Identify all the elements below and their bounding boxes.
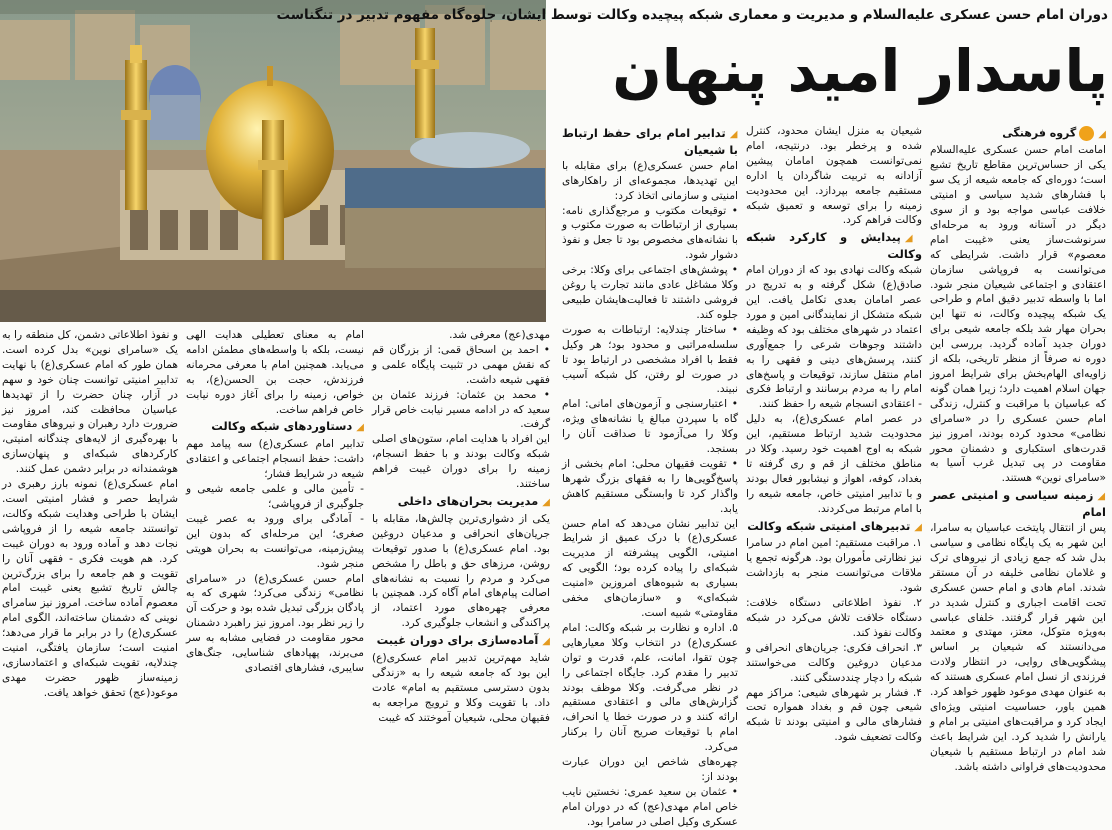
- article-column-4: مهدی(عج) معرفی شد. • احمد بن اسحاق قمی: از بزرگان قم که نقش مهمی در تثبیت پایگاه علمی و فقهی شیعه داشت. • محمد بن عثمان: فرزند عثمان بن سعید که در ادامه مسیر نیابت خاص قرار گرفت. این افراد با هدایت امام، ستون‌های اصلی شبکه وکالت بودند و با حفظ انسجام، زمینه را برای دوران غیبت فراهم ساختند. ◢ مدیریت بحران‌های داخلی یکی از دشواری‌ترین چالش‌ها، مقابله با جریان‌های انحرافی و مدعیان دروغین بود. امام عسکری(ع) با صدور توقیعات روشن، مرزهای حق و باطل را مشخص می‌کرد و مردم را نسبت به نشانه‌های اصالت پیام‌های امام آگاه کرد. همچنین با معرفی چهره‌های مورد اعتماد، از پراکندگی و انشعاب جلوگیری کرد. ◢ آماده‌سازی برای دوران غیبت شاید مهم‌ترین تدبیر امام عسکری(ع) این بود که جامعه شیعه را به «زندگی بدون دسترسی مستقیم به امام» عادت داد. با تقویت وکلا و ترویج مراجعه به فقیهان محلی، شیعیان آموختند که غیبت: [372, 328, 550, 656]
- article-column-5: امام به معنای تعطیلی هدایت الهی نیست، بلکه با واسطه‌های مطمئن ادامه می‌یابد. همچنین امام با معرفی محرمانه فرزندش، حجت بن الحسن(ع)، به خواص، زمینه را برای آغاز دوره نیابت خاص فراهم ساخت. ◢ دستاوردهای شبکه وکالت تدابیر امام عسکری(ع) سه پیامد مهم داشت: حفظ انسجام اجتماعی و اعتقادی شیعه در شرایط فشار؛ - تأمین مالی و علمی جامعه شیعی و جلوگیری از فروپاشی؛ - آمادگی برای ورود به عصر غیبت صغری؛ این مرحله‌ای که بدون این پیش‌زمینه، می‌توانست به بحران هویتی منجر شود. امام حسن عسکری(ع) در «سامرای نظامی» زندگی می‌کرد؛ شهری که به پادگان بزرگی تبدیل شده بود و حرکت آن را زیر نظر بود. امروز نیز راهبرد دشمنان محور مقاومت در فضایی مشابه به سر می‌برند، پهپادهای شناسایی، جنگ‌های سایبری، فشارهای اقتصادی: [186, 328, 364, 656]
- shrine-photo: [0, 0, 546, 322]
- newspaper-logo-icon: [1079, 126, 1094, 141]
- article-column-2: شیعیان به منزل ایشان محدود، کنترل شده و پرخطر بود. درنتیجه، امام نمی‌توانست همچون امامان پیشین آزادانه به تربیت شاگردان یا اداره مستقیم جامعه بپردازد. این محدودیت زمینه را برای توسعه و تعمیق شبکه وکالت فراهم کرد. ◢ پیدایش و کارکرد شبکه وکالت شبکه وکالت نهادی بود که از دوران امام صادق(ع) شکل گرفته و به تدریج در عصر امامان بعدی تکامل یافت. این شبکه متشکل از نمایندگانی امین و مورد اعتماد در شهرهای مختلف بود که وظیفه داشتند وجوهات شرعی را جمع‌آوری کنند، پرسش‌های دینی و فقهی را به امام منتقل سازند، توقیعات و پاسخ‌های امام را به مردم برسانند و ارتباط فکری - اعتقادی انسجام شیعه را حفظ کنند. در عصر امام عسکری(ع)، به دلیل محدودیت شدید ارتباط مستقیم، این شبکه به اوج اهمیت خود رسید. وکلا در مناطق مختلف از قم و ری گرفته تا بغداد، کوفه، اهواز و نیشابور فعال بودند و با تدابیر امنیتی خاص، جامعه شیعه را با امام مرتبط می‌کردند. ◢ تدبیرهای امنیتی شبکه وکالت ۱. مراقبت مستقیم: امین امام در سامرا نیز نظارتی مأموران بود. هرگونه تجمع یا ملاقات می‌توانست منجر به بازداشت شود. ۲. نفوذ اطلاعاتی دستگاه خلافت: دستگاه خلافت تلاش می‌کرد در شبکه وکالت نفوذ کند. ۳. انحراف فکری: جریان‌های انحرافی و مدعیان دروغین وکالت می‌خواستند شبکه را دچار چنددستگی کنند. ۴. فشار بر شهرهای شیعی: مراکز مهم شیعی چون قم و بغداد همواره تحت فشارهای مالی و امنیتی بودند تا شبکه وکالت تضعیف شود.: [746, 124, 922, 656]
- article-column-6: و نفوذ اطلاعاتی دشمن، کل منطقه را به یک «سامرای نوین» بدل کرده است. همان طور که امام عسکری(ع) با نهایت تدابیر امنیتی توانست چنان خود و سهم در آزار، چنان حضرت را از تهدیدها عباسیان محافظت کند، امروز نیز ضرورت دارد رهبران و نیروهای مقاومت با بهره‌گیری از لایه‌های چندگانه امنیتی، کارکردهای شبکه‌ای و پنهان‌سازی هوشمندانه در برابر دشمن عمل کنند. امام عسکری(ع) نمونه بارز رهبری در شرایط حصر و فشار امنیتی است. ایشان با طراحی وهدایت شبکه وکالت، توانستند جامعه شیعه را از فروپاشی نجات دهد و آماده ورود به دوران غیبت کرد. هم هویت فکری - فقهی آنان را تقویت و هم جامعه را برای بزرگ‌ترین چالش تاریخ تشیع یعنی غیبت امام معصوم آماده ساخت. امروز نیز سامرای نوینی که دشمنان ساخته‌اند، الگوی امام عسکری(ع) را در برابر ما قرار می‌دهد؛ امنیت است؛ سازمان یافتگی، امنیت چندلایه، تقویت شبکه‌ای و اعتمادسازی، زمینه‌ساز ظهور حضرت مهدی موعود(عج) تحقق خواهد یافت.: [2, 329, 178, 699]
- article-column-3: ◢ تدابیر امام برای حفظ ارتباط با شیعیان امام حسن عسکری(ع) برای مقابله با این تهدیدها، مجموعه‌ای از راهکارهای امنیتی و سازمانی اتخاذ کرد: • توقیعات مکتوب و مرجع‌گذاری نامه: بسیاری از ارتباطات به صورت مکتوب و با نشانه‌های مخصوص بود تا جعل و نفوذ دشوار شود. • پوشش‌های اجتماعی برای وکلا: برخی وکلا مشاغل عادی مانند تجارت یا روغن فروشی داشتند تا فعالیت‌هایشان طبیعی جلوه کند. • ساختار چندلایه: ارتباطات به صورت سلسله‌مراتبی و محدود بود؛ هر وکیل فقط با افراد مشخصی در ارتباط بود تا در صورت لو رفتن، کل شبکه آسیب نبیند. • اعتبارسنجی و آزمون‌های امانی: امام گاه با سپردن مبالغ یا نشانه‌های ویژه، وکلا را می‌آزمود تا صداقت آنان را بسنجد. • تقویت فقیهان محلی: امام بخشی از پاسخ‌گویی‌ها را به فقهای بزرگ شهرها واگذار کرد تا وابستگی مستقیم کاهش یابد. این تدابیر نشان می‌دهد که امام حسن عسکری(ع) با درک عمیق از شرایط امنیتی، الگویی پیشرفته از مدیریت شبکه‌ای را پیاده کرده بود؛ الگویی که بسیاری به شیوه‌های امروزین «امنیت شبکه‌ای» و «سازمان‌های مخفی مقاومتی» شبیه است. ۵. اداره و نظارت بر شبکه وکالت: امام عسکری(ع) در انتخاب وکلا معیارهایی چون تقوا، امانت، علم، قدرت و توان تدبیر را مقدم کرد. جایگاه اجتماعی را در نظر می‌گرفت. وکلا موظف بودند گزارش‌های مالی و اعتقادی مستقیم ارائه کنند و در صورت خطا یا انحراف، امام با توقیعات صریح آنان را برکنار می‌کرد. چهره‌های شاخص این دوران عبارت بودند از: • عثمان بن سعید عمری: نخستین نایب خاص امام مهدی(عج) که در دوران امام عسکری وکیل اصلی در سامرا بود.: [562, 124, 738, 656]
- kicker: دوران امام حسن عسکری علیه‌السلام و مدیریت و معماری شبکه پیچیده وکالت توسط ایشان، جلوه‌گاه مفهوم تدبیر در تنگناست: [276, 7, 1108, 23]
- headline: پاسدار امید پنهان: [612, 37, 1108, 105]
- byline: گروه فرهنگی: [1002, 126, 1077, 140]
- article-column-1: ◢ گروه فرهنگی امامت امام حسن عسکری علیه‌السلام یکی از حساس‌ترین مقاطع تاریخ تشیع است؛ دوره‌ای که جامعه شیعه از یک سو با فشارهای شدید سیاسی و امنیتی خلافت عباسی مواجه بود و از سوی دیگر در آستانه ورود به مرحله‌ای سرنوشت‌ساز یعنی «غیبت امام معصوم» قرار داشت. شرایطی که می‌توانست به فروپاشی سازمان اعتقادی و اجتماعی شیعیان منجر شود. اما با واسطه تدبیر دقیق امام و طراحی یک شبکه پیچیده وکالت، نه تنها این بحران مهار شد بلکه جامعه شیعی برای دوران جدید آماده گردید. بررسی این دوره نه صرفاً از منظر تاریخی، بلکه از زاویه‌ای الهام‌بخش برای شرایط امروز جهان اسلام اهمیت دارد؛ زیرا همان گونه که عباسیان با مراقبت و کنترل، زندگی امام حسن عسکری را در «سامرای نظامی» محدود کرده بودند، امروز نیز قدرت‌های استکباری و دشمنان محور مقاومت در پی تبدیل غرب آسیا به «سامرای نوین» هستند. ◢ زمینه سیاسی و امنیتی عصر امام پس از انتقال پایتخت عباسیان به سامرا، این شهر به یک پایگاه نظامی و سیاسی بدل شد که جمع زیادی از نیروهای ترک و غلامان نظامی خلیفه در آن مستقر شدند. امام هادی و امام حسن عسکری تحت اقامت اجباری و کنترل شدید در این شهر قرار گرفتند. خلفای عباسی به‌ویژه متوکل، معتز، مهتدی و معتمد می‌دانستند که شیعیان بر اساس پیشگویی‌های روایی، در انتظار ولادت فرزندی از نسل امام عسکری هستند که به عنوان مهدی موعود ظهور خواهد کرد. همین باور، حساسیت امنیتی ویژه‌ای ایجاد کرد و مراقبت‌های امنیتی بر امام و یارانش را شدید کرد. این شرایط باعث شد امام در ارتباط مستقیم با شیعیان محدودیت‌های فراوانی داشته باشد.: [930, 124, 1106, 656]
